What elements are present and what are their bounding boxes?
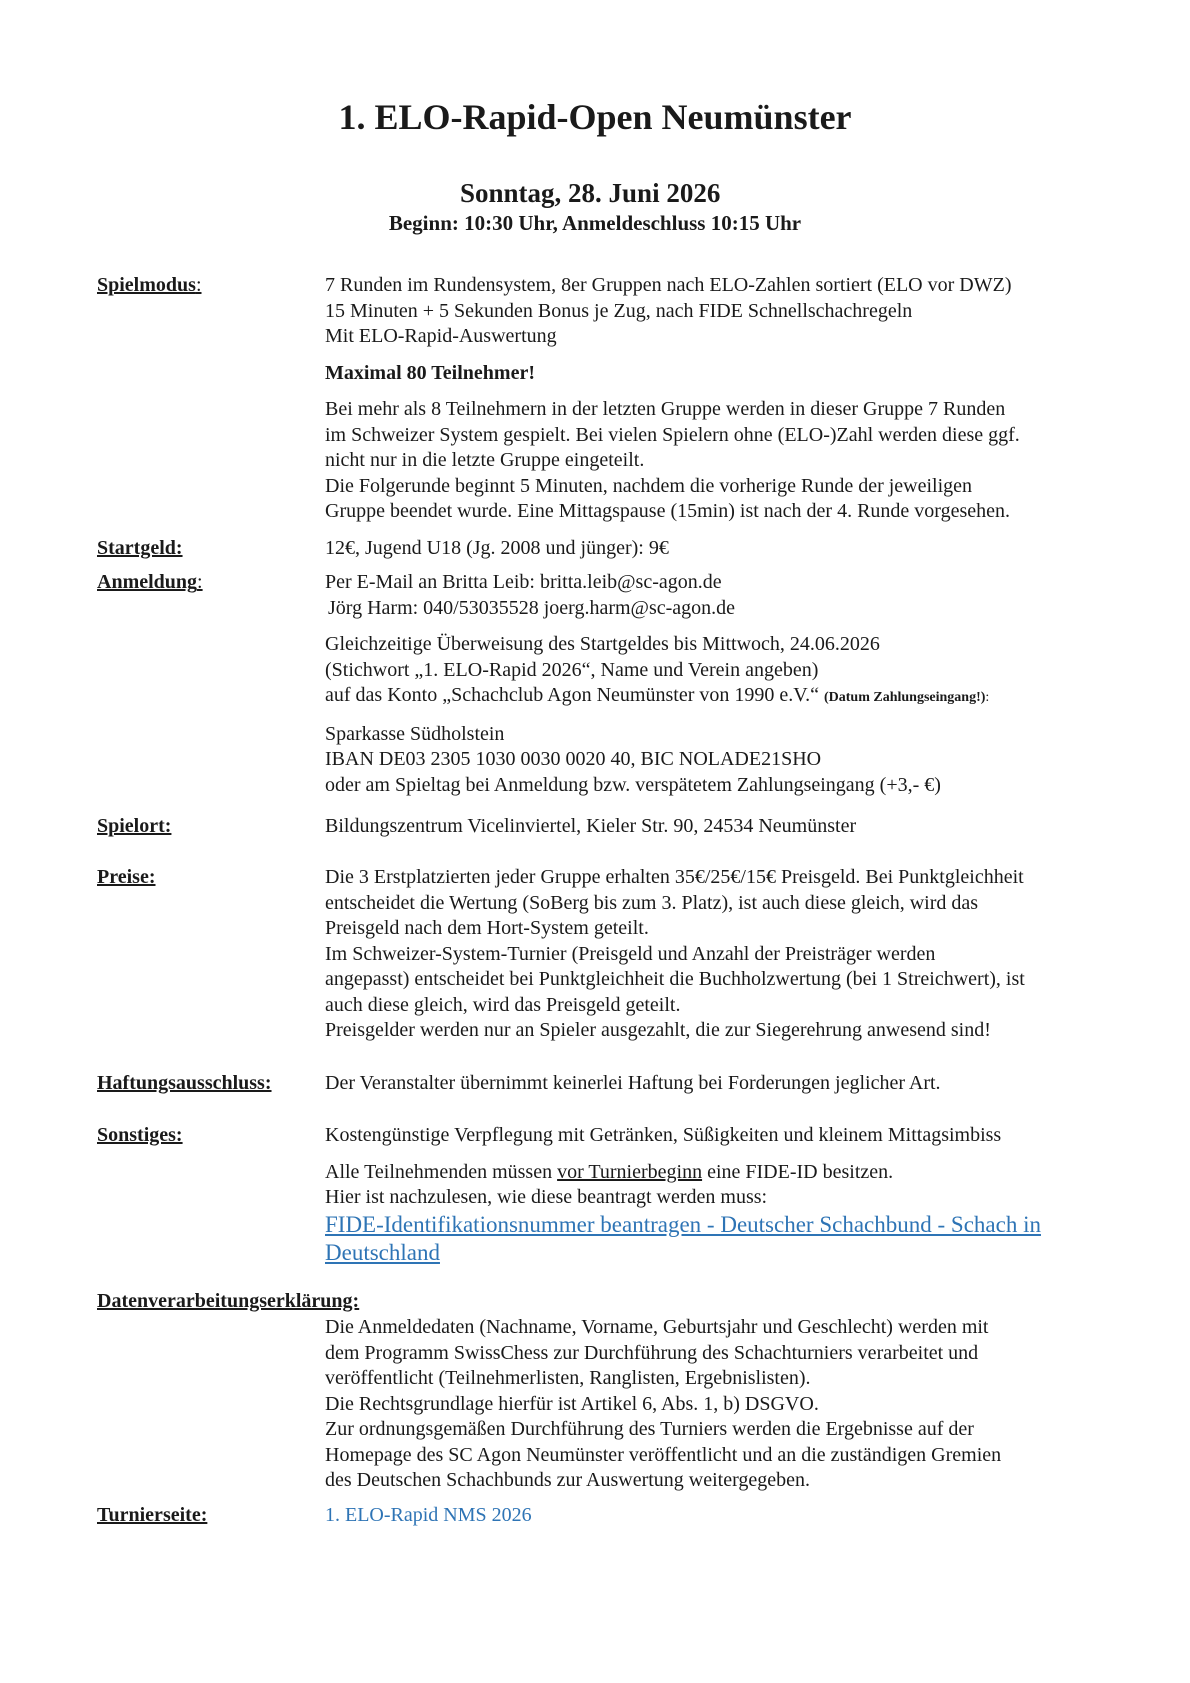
fide-link-continued[interactable]: Deutschland <box>325 1239 440 1265</box>
fide-hint: Hier ist nachzulesen, wie diese beantragt werden muss: <box>325 1186 768 1208</box>
label-spielort: Spielort: <box>97 815 172 837</box>
turnierseite-link[interactable]: 1. ELO-Rapid NMS 2026 <box>325 1504 532 1526</box>
label-startgeld: Startgeld: <box>97 537 183 559</box>
spielmodus-info-line: Die Folgerunde beginnt 5 Minuten, nachdem die vorherige Runde der jeweiligen <box>325 474 973 497</box>
daten-line: dem Programm SwissChess zur Durchführung des Schachturniers verarbeitet und <box>325 1341 979 1364</box>
section-anmeldung <box>325 570 1125 798</box>
section-startgeld <box>325 536 1125 562</box>
daten-line: Die Anmeldedaten (Nachname, Vorname, Geburtsjahr und Geschlecht) werden mit <box>325 1316 989 1338</box>
haftung-text: Der Veranstalter übernimmt keinerlei Haftung bei Forderungen jeglicher Art. <box>325 1072 941 1094</box>
section-preise <box>325 865 1125 1044</box>
transfer-line: (Stichwort „1. ELO-Rapid 2026“, Name und Verein angeben) <box>325 658 819 681</box>
daten-line: Homepage des SC Agon Neumünster veröffentlicht und an die zuständigen Gremien <box>325 1443 1002 1466</box>
contact-line: Jörg Harm: 040/53035528 joerg.harm@sc-agon.de <box>328 596 736 619</box>
daten-line: Zur ordnungsgemäßen Durchführung des Turniers werden die Ergebnisse auf der <box>325 1418 974 1440</box>
contact-line: Per E-Mail an Britta Leib: britta.leib@sc-agon.de <box>325 571 722 593</box>
page-title: 1. ELO-Rapid-Open Neumünster <box>338 97 852 137</box>
bank-line: Sparkasse Südholstein <box>325 722 505 745</box>
section-sonstiges <box>325 1123 1125 1267</box>
fide-requirement: Alle Teilnehmenden müssen vor Turnierbeginn eine FIDE-ID besitzen. <box>325 1160 894 1183</box>
label-turnierseite: Turnierseite: <box>97 1504 208 1526</box>
spielmodus-line: 7 Runden im Rundensystem, 8er Gruppen nach ELO-Zahlen sortiert (ELO vor DWZ) <box>325 274 1012 296</box>
preise-line: Preisgelder werden nur an Spieler ausgezahlt, die zur Siegerehrung anwesend sind! <box>325 1019 991 1041</box>
section-spielort <box>325 814 1125 840</box>
label-haftungsausschluss: Haftungsausschluss: <box>97 1072 272 1094</box>
daten-line: Die Rechtsgrundlage hierfür ist Artikel 6, Abs. 1, b) DSGVO. <box>325 1392 819 1415</box>
preise-line: entscheidet die Wertung (SoBerg bis zum 3. Platz), ist auch diese gleich, wird das <box>325 891 979 914</box>
transfer-line: Gleichzeitige Überweisung des Startgeldes bis Mittwoch, 24.06.2026 <box>325 633 880 655</box>
spielmodus-line: 15 Minuten + 5 Sekunden Bonus je Zug, nach FIDE Schnellschachregeln <box>325 299 913 322</box>
bank-line: IBAN DE03 2305 1030 0030 0020 40, BIC NOLADE21SHO <box>325 748 822 770</box>
spielmodus-info-line: im Schweizer System gespielt. Bei vielen Spielern ohne (ELO-)Zahl werden diese ggf. <box>325 423 1020 446</box>
spielmodus-info-line: Gruppe beendet wurde. Eine Mittagspause (15min) ist nach der 4. Runde vorgesehen. <box>325 500 1010 522</box>
event-date: Sonntag, 28. Juni 2026 <box>460 178 721 208</box>
preise-line: Die 3 Erstplatzierten jeder Gruppe erhalten 35€/25€/15€ Preisgeld. Bei Punktgleichheit <box>325 866 1024 888</box>
section-haftungsausschluss <box>325 1071 1125 1097</box>
section-spielmodus <box>325 273 1125 525</box>
preise-line: angepasst) entscheidet bei Punktgleichheit die Buchholzwertung (bei 1 Streichwert), ist <box>325 968 1025 990</box>
section-turnierseite <box>325 1503 1125 1529</box>
label-anmeldung: Anmeldung: <box>97 571 203 593</box>
fide-link[interactable]: FIDE-Identifikationsnummer beantragen - Deutscher Schachbund - Schach in <box>325 1211 1041 1237</box>
spielmodus-info-line: nicht nur in die letzte Gruppe eingeteilt. <box>325 449 645 471</box>
spielort-text: Bildungszentrum Vicelinviertel, Kieler Str. 90, 24534 Neumünster <box>325 815 857 837</box>
payment-note: (Datum Zahlungseingang!) <box>823 690 986 705</box>
preise-line: Preisgeld nach dem Hort-System geteilt. <box>325 917 649 939</box>
max-participants: Maximal 80 Teilnehmer! <box>325 361 535 384</box>
label-datenverarbeitung: Datenverarbeitungserklärung: <box>97 1290 360 1312</box>
daten-line: des Deutschen Schachbunds zur Auswertung weitergegeben. <box>325 1469 811 1491</box>
label-sonstiges: Sonstiges: <box>97 1124 183 1146</box>
label-preise: Preise: <box>97 866 156 888</box>
section-datenverarbeitung <box>325 1315 1125 1494</box>
event-begin-time: Beginn: 10:30 Uhr, Anmeldeschluss 10:15 Uhr <box>388 211 802 235</box>
sonstiges-text: Kostengünstige Verpflegung mit Getränken, Süßigkeiten und kleinem Mittagsimbiss <box>325 1124 1002 1146</box>
preise-line: Im Schweizer-System-Turnier (Preisgeld und Anzahl der Preisträger werden <box>325 942 936 965</box>
spielmodus-line: Mit ELO-Rapid-Auswertung <box>325 325 557 347</box>
bank-line: oder am Spieltag bei Anmeldung bzw. verspätetem Zahlungseingang (+3,- €) <box>325 773 941 796</box>
preise-line: auch diese gleich, wird das Preisgeld geteilt. <box>325 993 681 1016</box>
startgeld-text: 12€, Jugend U18 (Jg. 2008 und jünger): 9€ <box>325 537 669 559</box>
label-spielmodus: Spielmodus: <box>97 274 202 296</box>
spielmodus-info-line: Bei mehr als 8 Teilnehmern in der letzten Gruppe werden in dieser Gruppe 7 Runden <box>325 398 1006 420</box>
konto-line: auf das Konto „Schachclub Agon Neumünster von 1990 e.V.“ (Datum Zahlungseingang!): <box>325 684 990 706</box>
daten-line: veröffentlicht (Teilnehmerlisten, Ranglisten, Ergebnislisten). <box>325 1367 811 1389</box>
